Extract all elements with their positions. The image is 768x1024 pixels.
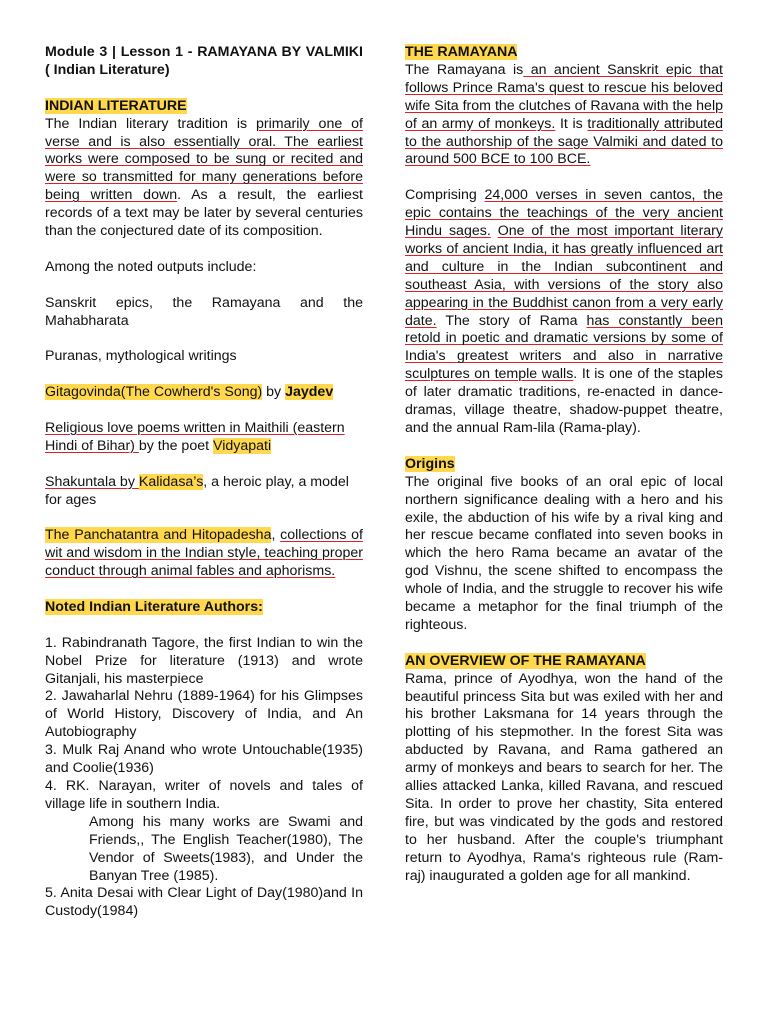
overview-paragraph: Rama, prince of Ayodhya, won the hand of the beautiful princess Sita but was exiled with her and his brother Laksmana for 14 years through the plotting of his stepmother. In the forest Sita was abducted by Ravana, and Rama gathered an army of monkeys and bears to search for her. The allies attacked Lanka, killed Ravana, and rescued Sita. In order to prove her chastity, Sita entered fire, but was vindicated by the gods and restored to her husband. After the couple's triumphant return to Ayodhya, Rama's righteous rule (Ram-raj) inaugurated a golden age for all mankind. — [405, 670, 723, 884]
author-desai: 5. Anita Desai with Clear Light of Day(1980)and In Custody(1984) — [45, 885, 363, 920]
output-love-poems: Religious love poems written in Maithili (eastern Hindi of Bihar) by the poet Vidyapati — [45, 419, 345, 454]
output-shakuntala: Shakuntala by Kalidasa’s, a heroic play, a model for ages — [45, 473, 349, 508]
output-puranas: Puranas, mythological writings — [45, 348, 237, 365]
left-column — [45, 44, 363, 921]
author-nehru: 2. Jawaharlal Nehru (1889-1964) for his Glimpses of World History, Discovery of India, and An Autobiography — [45, 688, 363, 741]
author-narayan: 4. RK. Narayan, writer of novels and tales of village life in southern India. — [45, 778, 363, 812]
author-tagore: 1. Rabindranath Tagore, the first Indian to win the Nobel Prize for literature (1913) and wrote Gitanjali, his masterpiece — [45, 634, 363, 687]
output-panchatantra: The Panchatantra and Hitopadesha, collections of wit and wisdom in the Indian style, teaching proper conduct through animal fables and aphorisms. — [45, 527, 364, 580]
ramayana-paragraph-1: The Ramayana is an ancient Sanskrit epic that follows Prince Rama's quest to rescue his beloved wife Sita from the clutches of Ravana with the help of an army of monkeys. It is traditionally attributed to the authorship of the sage Valmiki and dated to around 500 BCE to 100 BCE. — [405, 61, 724, 168]
right-column — [405, 44, 723, 886]
indian-literature-heading: INDIAN LITERATURE — [45, 97, 187, 114]
origins-paragraph: The original five books of an oral epic of local northern significance dealing with a hero and his exile, the abduction of his wife by a rival king and her rescue became conflated into seven books in which the hero Rama became an avatar of the god Vishnu, the scene shifted to encompass the whole of India, and the struggle to recover his wife became a metaphor for the final triumph of the righteous. — [405, 473, 723, 633]
ramayana-paragraph-2: Comprising 24,000 verses in seven cantos, the epic contains the teachings of the very ancient Hindu sages. One of the most important literary works of ancient India, it has greatly influenced art and culture in the Indian subcontinent and southeast Asia, with versions of the story also appearing in the Buddhist canon from a very early date. The story of Rama has constantly been retold in poetic and dramatic versions by some of India's greatest writers and also in narrative sculptures on temple walls. It is one of the staples of later dramatic traditions, re-enacted in dance-dramas, village theatre, shadow-puppet theatre, and the annual Ram-lila (Rama-play). — [405, 187, 723, 437]
output-epics: Sanskrit epics, the Ramayana and the Mahabharata — [45, 294, 363, 329]
author-anand: 3. Mulk Raj Anand who wrote Untouchable(1935) and Coolie(1936) — [45, 742, 363, 777]
origins-heading: Origins — [405, 455, 455, 472]
ramayana-heading: THE RAMAYANA — [405, 44, 518, 60]
module-title: Module 3 | Lesson 1 - RAMAYANA BY VALMIKI ( Indian Literature) — [45, 44, 363, 78]
output-gitagovinda: Gitagovinda(The Cowherd's Song) by Jaydev — [45, 384, 334, 401]
intro-paragraph: The Indian literary tradition is primarily one of verse and is also essentially oral. The earliest works were composed to be sung or recited and were so transmitted for many generations before being written down. As a result, the earliest records of a text may be later by several centuries than the conjectured date of its composition. — [45, 115, 363, 240]
author-narayan-works: Among his many works are Swami and Friends,, The English Teacher(1980), The Vendor of Sweets(1983), and Under the Banyan Tree (1985). — [89, 813, 363, 884]
overview-heading: AN OVERVIEW OF THE RAMAYANA — [405, 652, 646, 669]
noted-outputs-text: Among the noted outputs include: — [45, 258, 257, 275]
authors-heading: Noted Indian Literature Authors: — [45, 598, 263, 615]
